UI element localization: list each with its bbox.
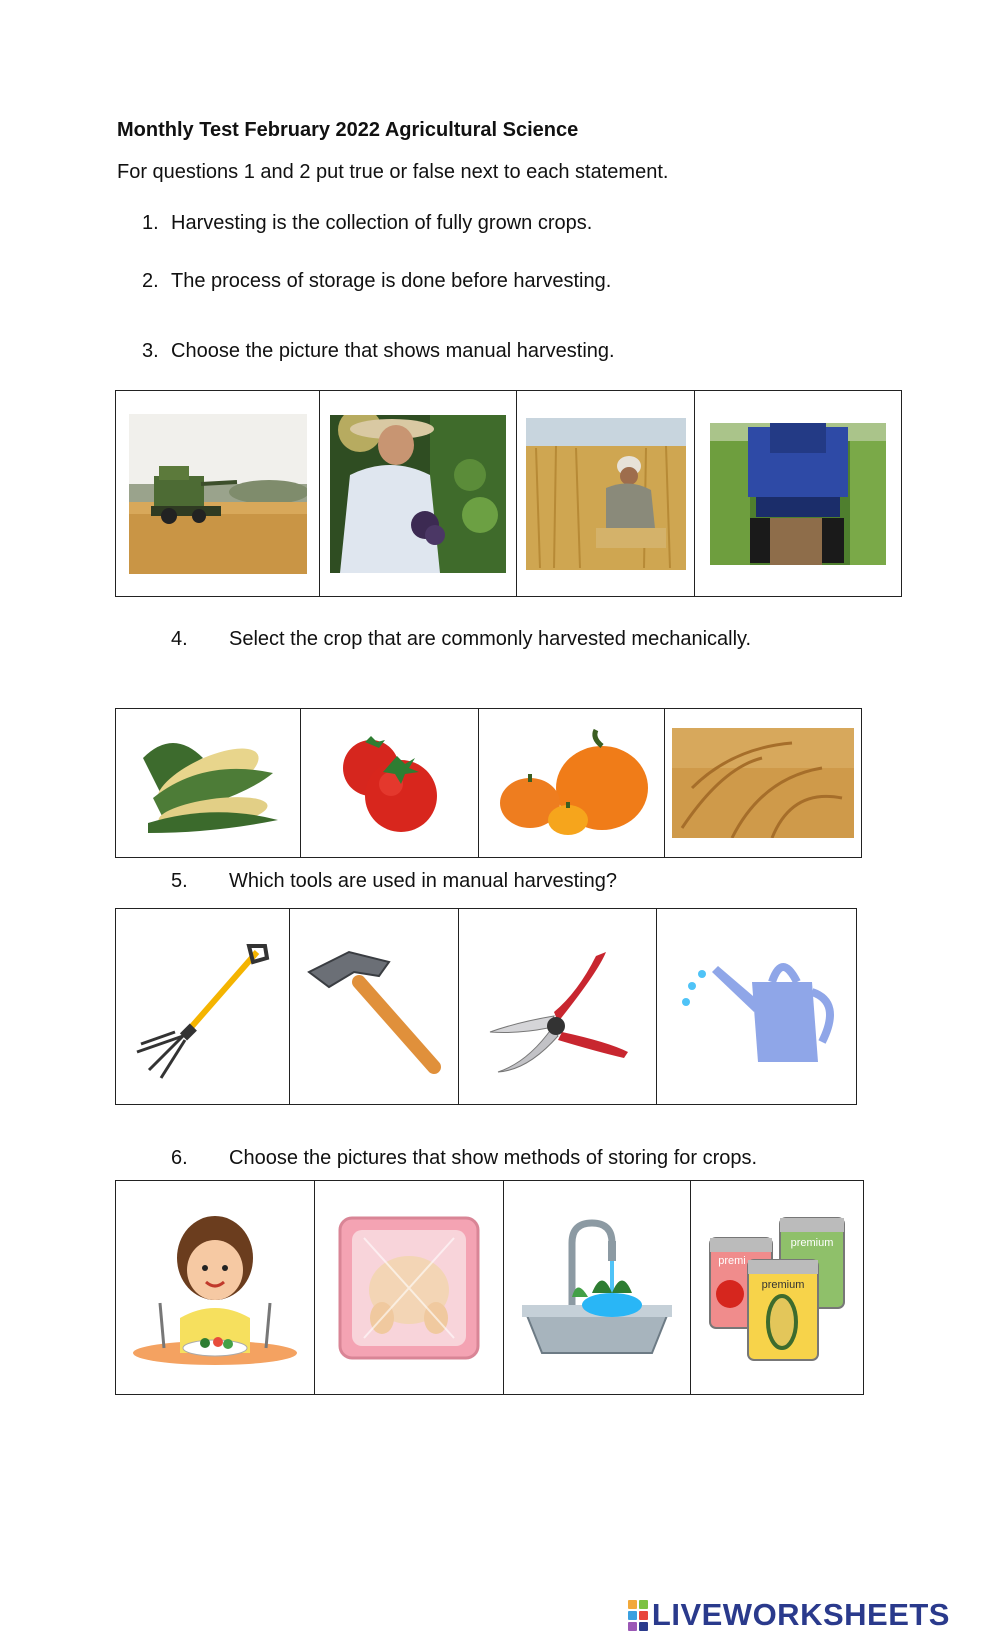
worksheet-instructions: For questions 1 and 2 put true or false next to each statement. (117, 161, 669, 183)
question-text: The process of storage is done before harvesting. (171, 270, 612, 292)
hammer-icon (299, 932, 449, 1082)
wheat-field-photo (672, 728, 854, 838)
corn-icon (133, 728, 283, 838)
question-text: Which tools are used in manual harvesting? (229, 870, 617, 892)
can-label-back: premium (790, 1236, 834, 1249)
liveworksheets-logo (628, 1597, 950, 1633)
tomato-icon (335, 728, 445, 838)
question-6-options (115, 1180, 864, 1395)
option-cell[interactable] (289, 909, 459, 1105)
option-cell[interactable] (517, 391, 695, 597)
option-cell[interactable] (315, 1181, 504, 1395)
washing-vegetables-sink-icon (512, 1213, 682, 1363)
question-number: 3. (142, 340, 159, 362)
question-3-options (115, 390, 902, 597)
can-label-left: premi (718, 1254, 746, 1267)
option-cell[interactable] (301, 709, 479, 858)
question-4-options (115, 708, 862, 858)
question-6 (171, 1147, 757, 1170)
grape-harvester-machine-photo (710, 423, 886, 565)
option-cell[interactable] (657, 909, 857, 1105)
girl-eating-salad-icon (130, 1208, 300, 1368)
option-cell[interactable] (116, 709, 301, 858)
option-cell[interactable] (665, 709, 862, 858)
woman-cutting-wheat-photo (526, 418, 686, 570)
question-1 (142, 212, 592, 235)
question-number: 1. (142, 212, 159, 234)
question-text: Harvesting is the collection of fully grown crops. (171, 212, 593, 234)
option-cell[interactable] (116, 1181, 315, 1395)
pruning-shears-icon (478, 932, 638, 1082)
option-cell[interactable] (116, 909, 290, 1105)
question-5-options (115, 908, 857, 1105)
question-number: 4. (171, 628, 188, 650)
logo-text: LIVEWORKSHEETS (651, 1597, 950, 1632)
question-number: 5. (171, 870, 188, 892)
option-cell[interactable] (320, 391, 517, 597)
question-4 (171, 628, 751, 651)
frozen-chicken-tray-icon (334, 1208, 484, 1368)
logo-blocks-icon (628, 1600, 648, 1631)
question-2 (142, 270, 611, 293)
option-cell[interactable] (695, 391, 902, 597)
can-label-front: premium (761, 1278, 805, 1291)
canned-food-icon (702, 1208, 852, 1368)
question-text: Choose the pictures that show methods of storing for crops. (229, 1147, 758, 1169)
pumpkin-icon (492, 728, 652, 838)
farmer-picking-grapes-photo (330, 415, 506, 573)
option-cell[interactable] (479, 709, 665, 858)
question-number: 2. (142, 270, 159, 292)
question-text: Choose the picture that shows manual harvesting. (171, 340, 615, 362)
worksheet-title: Monthly Test February 2022 Agricultural Science (117, 119, 579, 141)
option-cell[interactable] (459, 909, 657, 1105)
question-3 (142, 340, 615, 363)
watering-can-icon (672, 942, 842, 1072)
combine-harvester-photo (129, 414, 307, 574)
question-number: 6. (171, 1147, 188, 1169)
option-cell[interactable] (116, 391, 320, 597)
option-cell[interactable] (504, 1181, 691, 1395)
pitchfork-icon (127, 932, 277, 1082)
question-text: Select the crop that are commonly harvested mechanically. (229, 628, 752, 650)
question-5 (171, 870, 617, 893)
option-cell[interactable] (691, 1181, 864, 1395)
